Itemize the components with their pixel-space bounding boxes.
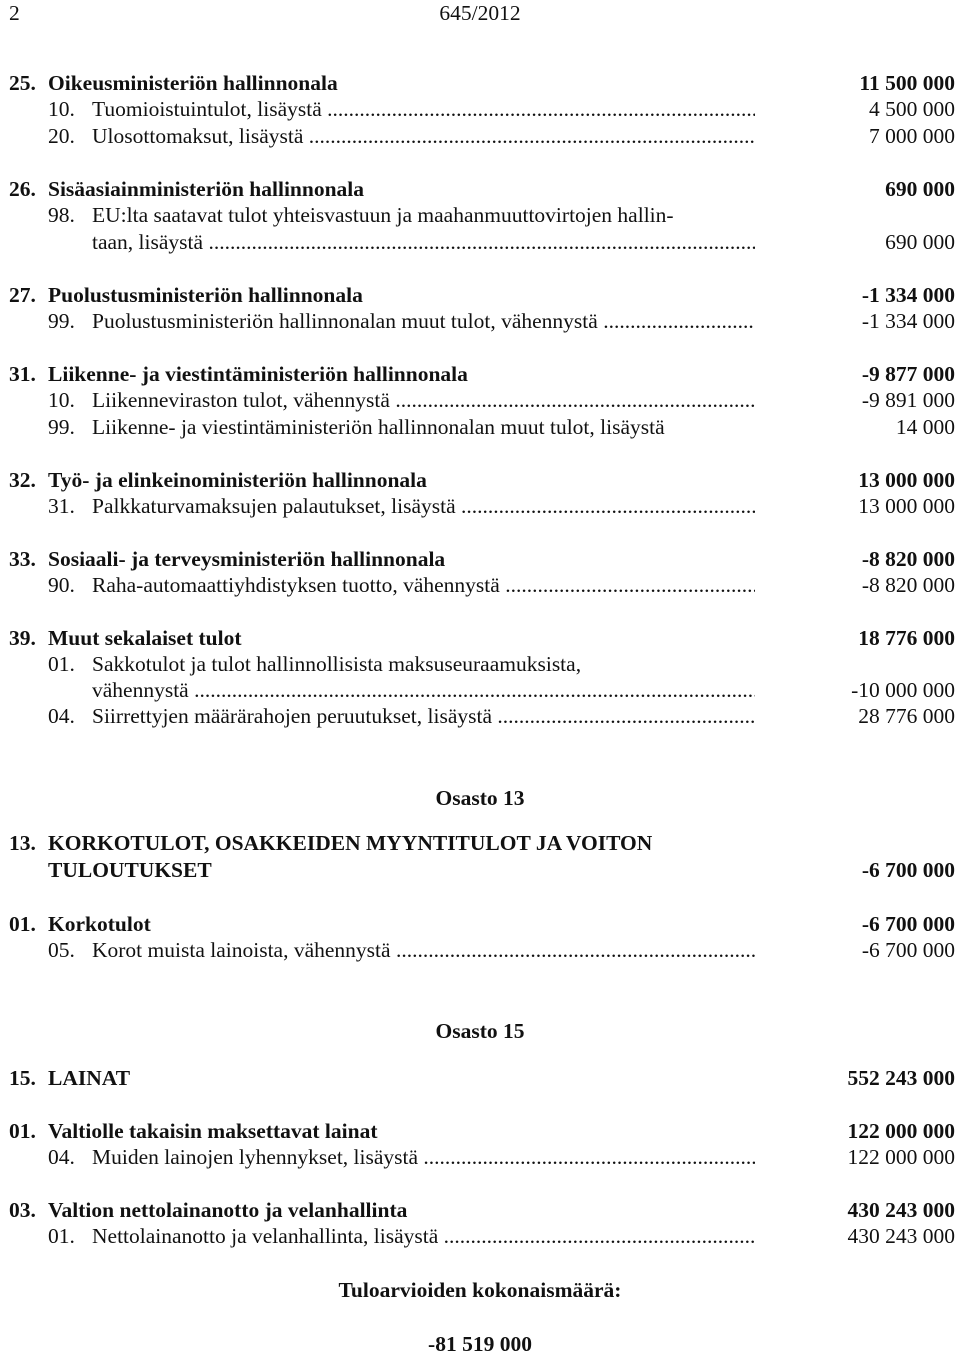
row-sub: 20. Ulosottomaksut, lisäystä ..... 7 000 000: [0, 123, 960, 151]
row-main-39: 39. Muut sekalaiset tulot 18 776 000: [9, 626, 955, 650]
row-sub: 01. Sakkotulot ja tulot hallinnollisista maksuseuraamuksista,: [48, 652, 582, 676]
row-sub: 10. Tuomioistuintulot, lisäystä ..... 4 500 000: [0, 96, 960, 124]
total-label: Tuloarvioiden kokonaismäärä:: [338, 1278, 622, 1302]
row-main-01-korkotulot: 01. Korkotulot -6 700 000: [9, 912, 955, 936]
row-sub: 99. Liikenne- ja viestintäministeriön hallinnonalan muut tulot, lisäystä 14 000: [48, 415, 955, 439]
row-main-32: 32. Työ- ja elinkeinoministeriön hallinnonala 13 000 000: [9, 468, 955, 492]
section-heading-osasto-13: Osasto 13: [435, 786, 525, 810]
row-main-01-lainat: 01. Valtiolle takaisin maksettavat lainat 122 000 000: [9, 1119, 955, 1143]
row-main-03: 03. Valtion nettolainanotto ja velanhallinta 430 243 000: [9, 1198, 955, 1222]
row-sub: 05. Korot muista lainoista, vähennystä ..... -6 700 000: [0, 937, 960, 965]
section-heading-osasto-15: Osasto 15: [435, 1019, 525, 1043]
row-main-13-continued: TULOUTUKSET -6 700 000: [48, 858, 955, 882]
statute-code: 645/2012: [439, 1, 521, 25]
row-main-27: 27. Puolustusministeriön hallinnonala -1 334 000: [9, 283, 955, 307]
page-number: 2: [9, 1, 20, 25]
row-main-15: 15. LAINAT 552 243 000: [9, 1066, 955, 1090]
row-sub: 01. Nettolainanotto ja velanhallinta, lisäystä ..... 430 243 000: [0, 1223, 960, 1251]
row-main-25: 25. Oikeusministeriön hallinnonala 11 500 000: [9, 71, 955, 95]
row-sub: 10. Liikenneviraston tulot, vähennystä ..... -9 891 000: [0, 387, 960, 415]
row-sub-continued: vähennystä ..... -10 000 000: [0, 677, 960, 705]
row-main-13: 13. KORKOTULOT, OSAKKEIDEN MYYNTITULOT JA VOITON: [9, 831, 653, 855]
row-main-31: 31. Liikenne- ja viestintäministeriön hallinnonala -9 877 000: [9, 362, 955, 386]
row-sub: 90. Raha-automaattiyhdistyksen tuotto, vähennystä ..... -8 820 000: [0, 572, 960, 600]
row-sub: 98. EU:lta saatavat tulot yhteisvastuun ja maahanmuuttovirtojen hallin-: [48, 203, 674, 227]
total-amount: -81 519 000: [428, 1332, 532, 1356]
row-main-26: 26. Sisäasiainministeriön hallinnonala 690 000: [9, 177, 955, 201]
page-header: [0, 0, 960, 30]
row-sub: 04. Muiden lainojen lyhennykset, lisäystä ..... 122 000 000: [0, 1144, 960, 1172]
row-main-33: 33. Sosiaali- ja terveysministeriön hallinnonala -8 820 000: [9, 547, 955, 571]
row-sub: 04. Siirrettyjen määrärahojen peruutukset, lisäystä ..... 28 776 000: [0, 703, 960, 731]
row-sub: 99. Puolustusministeriön hallinnonalan muut tulot, vähennystä ..... -1 334 000: [0, 308, 960, 336]
row-sub-continued: taan, lisäystä ..... 690 000: [0, 229, 960, 257]
row-sub: 31. Palkkaturvamaksujen palautukset, lisäystä ..... 13 000 000: [0, 493, 960, 521]
